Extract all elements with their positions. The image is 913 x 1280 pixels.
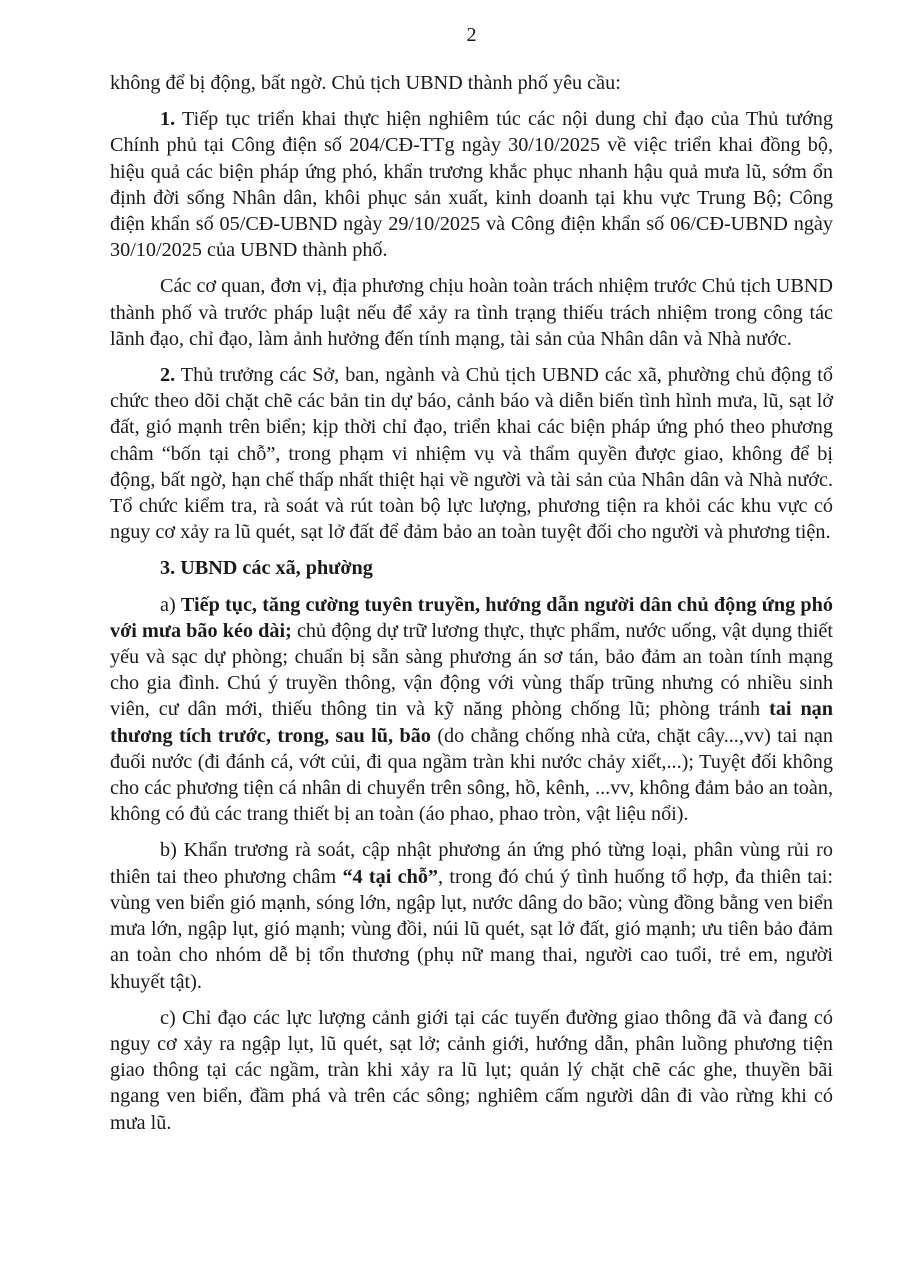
- item-3a-prefix: a): [160, 593, 181, 616]
- item-3b-bold: “4 tại chỗ”: [342, 865, 439, 888]
- item-1-paragraph: [110, 106, 833, 263]
- item-1-text: Tiếp tục triển khai thực hiện nghiêm túc các nội dung chỉ đạo của Thủ tướng Chính phủ tại Công điện số 204/CĐ-TTg ngày 30/10/2025 về việc triển khai đồng bộ, hiệu quả các biện pháp ứng phó, khẩn trương khắc phục nhanh hậu quả mưa lũ, sớm ổn định đời sống Nhân dân, khôi phục sản xuất, kinh doanh tại khu vực Trung Bộ; Công điện khẩn số 05/CĐ-UBND ngày 29/10/2025 và Công điện khẩn số 06/CĐ-UBND ngày 30/10/2025 của UBND thành phố.: [110, 108, 833, 262]
- item-3a-text-2: (do chằng chống nhà cửa, chặt cây...,vv) tai nạn đuối nước (đi đánh cá, vớt củi, đi qua ngầm tràn khi nước chảy xiết,...); Tuyệt đối không cho các phương tiện cá nhân di chuyển trên sông, hồ, kênh, ...vv, không đảm bảo an toàn, không có đủ các trang thiết bị an toàn (áo phao, phao tròn, vật liệu nổi).: [110, 724, 833, 826]
- item-2-text: Thủ trưởng các Sở, ban, ngành và Chủ tịch UBND các xã, phường chủ động tổ chức theo dõi chặt chẽ các bản tin dự báo, cảnh báo và diễn biến tình hình mưa, lũ, sạt lở đất, gió mạnh trên biển; kịp thời chỉ đạo, triển khai các biện pháp ứng phó theo phương châm “bốn tại chỗ”, trong phạm vi nhiệm vụ và thẩm quyền được giao, không để bị động, bất ngờ, hạn chế thấp nhất thiệt hại về người và tài sản của Nhân dân và Nhà nước. Tổ chức kiểm tra, rà soát và rút toàn bộ lực lượng, phương tiện ra khỏi các khu vực có nguy cơ xảy ra lũ quét, sạt lở đất để đảm bảo an toàn tuyệt đối cho người và phương tiện.: [110, 364, 833, 544]
- item-3a-paragraph: [110, 592, 833, 828]
- responsibility-paragraph: Các cơ quan, đơn vị, địa phương chịu hoàn toàn trách nhiệm trước Chủ tịch UBND thành phố và trước pháp luật nếu để xảy ra tình trạng thiếu trách nhiệm trong công tác lãnh đạo, chỉ đạo, làm ảnh hưởng đến tính mạng, tài sản của Nhân dân và Nhà nước.: [110, 275, 833, 350]
- item-3b-text-1: b) Khẩn trương rà soát, cập nhật phương án ứng phó từng loại, phân vùng rủi ro thiên tai theo phương châm: [110, 839, 833, 888]
- item-3-heading: 3. UBND các xã, phường: [160, 557, 373, 580]
- page-number: 2: [466, 24, 477, 46]
- intro-paragraph: không để bị động, bất ngờ. Chủ tịch UBND thành phố yêu cầu:: [110, 72, 621, 94]
- item-3a-text-1: chủ động dự trữ lương thực, thực phẩm, nước uống, vật dụng thiết yếu và sạc dự phòng; chuẩn bị sẵn sàng phương án sơ tán, bảo đảm an toàn tính mạng cho gia đình. Chú ý truyền thông, vận động với vùng thấp trũng nhưng có nhiều sinh viên, cư dân mới, thiếu thông tin và kỹ năng phòng chống lũ; phòng tránh: [110, 619, 833, 721]
- item-3a-bold-2: tai nạn thương tích trước, trong, sau lũ, bão: [110, 698, 833, 747]
- item-2-number: 2.: [160, 364, 176, 387]
- item-1-number: 1.: [160, 108, 176, 131]
- item-3a-bold-1: Tiếp tục, tăng cường tuyên truyền, hướng dẫn người dân chủ động ứng phó với mưa bão kéo dài;: [110, 593, 833, 642]
- item-3c-paragraph: c) Chỉ đạo các lực lượng cảnh giới tại các tuyến đường giao thông đã và đang có nguy cơ xảy ra ngập lụt, lũ quét, sạt lở; cảnh giới, hướng dẫn, phân luồng phương tiện giao thông tại các ngầm, tràn khi xảy ra lũ lụt; quản lý chặt chẽ các ghe, thuyền bãi ngang ven biển, đầm phá và trên các sông; nghiêm cấm người dân đi vào rừng khi có mưa lũ.: [110, 1006, 833, 1134]
- item-3b-paragraph: [110, 837, 833, 994]
- item-3b-text-2: , trong đó chú ý tình huống tổ hợp, đa thiên tai: vùng ven biển gió mạnh, sóng lớn, ngập lụt, nước dâng do bão; vùng đồng bằng ven biển mưa lớn, ngập lụt, gió mạnh; vùng đồi, núi lũ quét, sạt lở đất, gió mạnh; ưu tiên bảo đảm an toàn cho nhóm dễ bị tổn thương (phụ nữ mang thai, người cao tuổi, trẻ em, người khuyết tật).: [110, 865, 833, 993]
- item-2-paragraph: [110, 362, 833, 545]
